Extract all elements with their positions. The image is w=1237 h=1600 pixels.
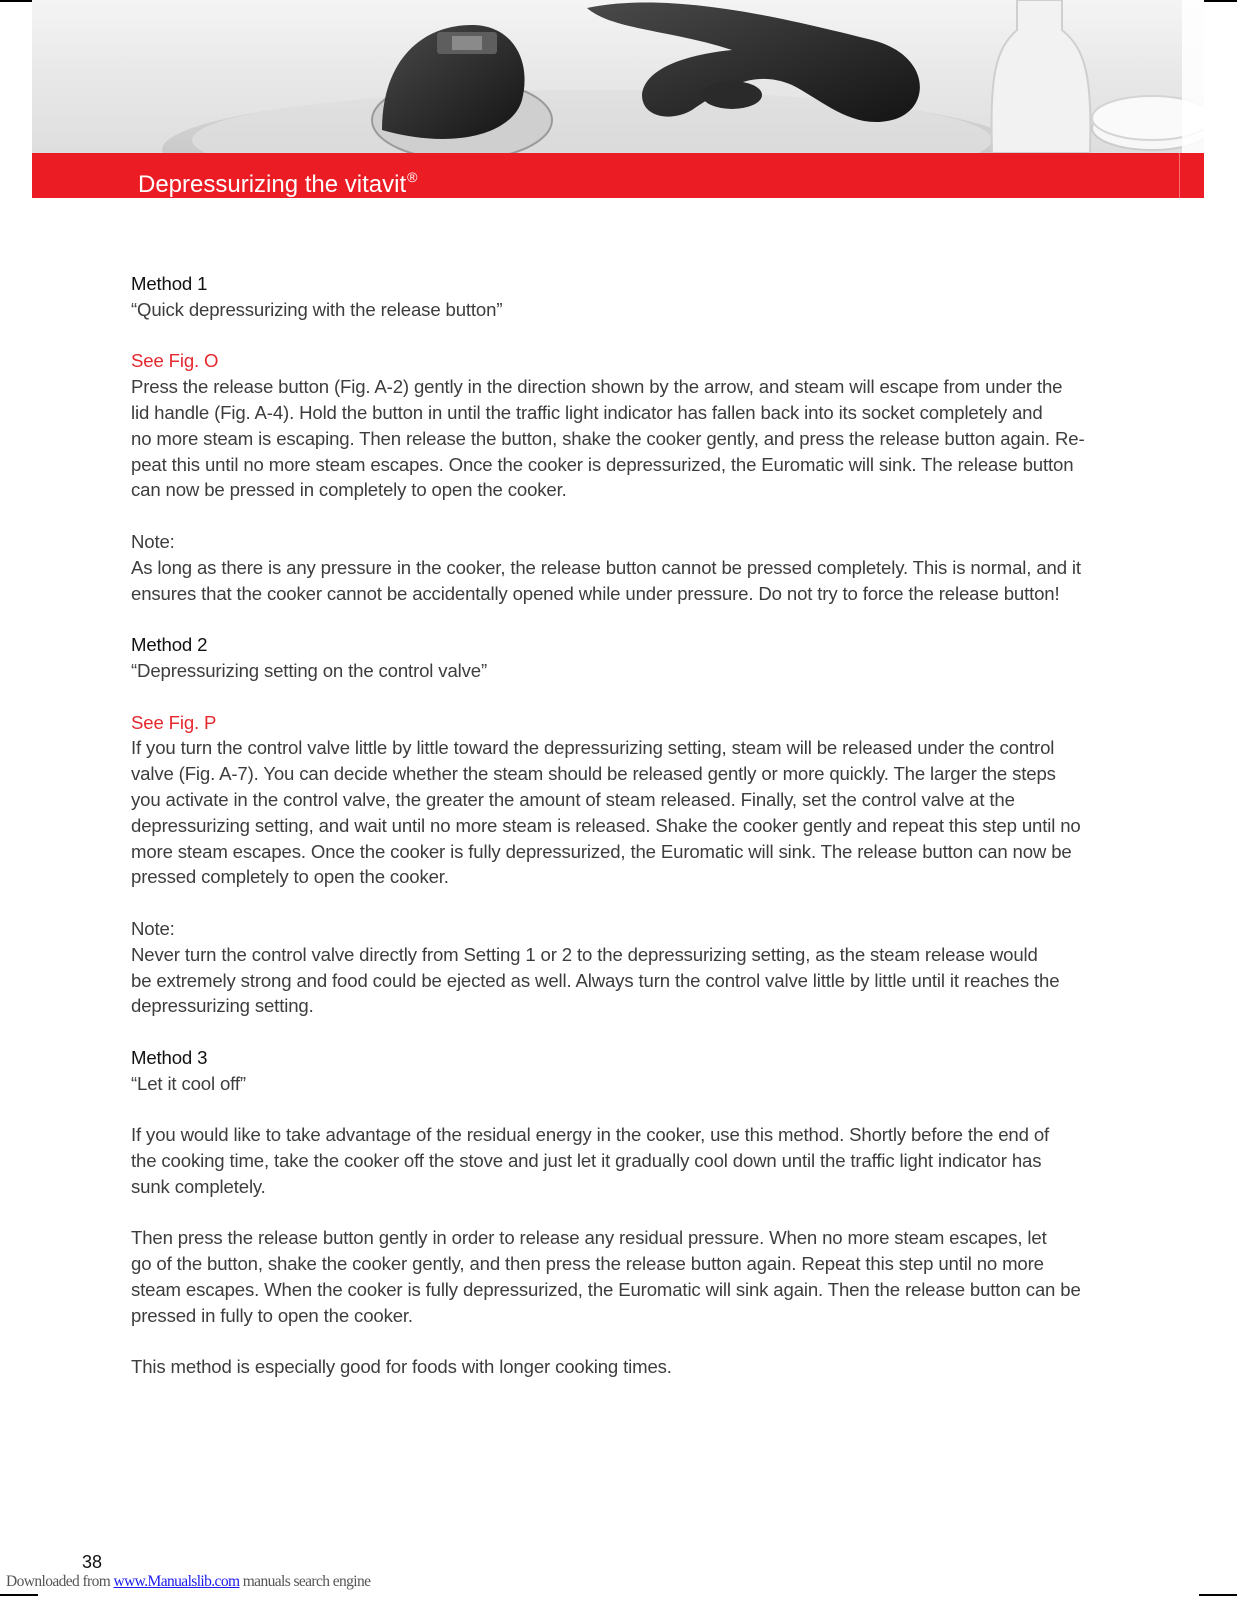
- footer-prefix: Downloaded from: [6, 1573, 114, 1590]
- note-line: As long as there is any pressure in the cooker, the release button cannot be pressed completely. This is normal, and it: [131, 556, 1081, 578]
- note-line: be extremely strong and food could be ejected as well. Always turn the control valve little by little until it reaches the: [131, 969, 1060, 991]
- method-2-heading: Method 2: [131, 634, 208, 656]
- paragraph-line: no more steam is escaping. Then release the button, shake the cooker gently, and press the release button again. Re-: [131, 427, 1085, 449]
- bottle-shape: [992, 0, 1091, 153]
- paragraph-line: pressed in fully to open the cooker.: [131, 1304, 413, 1326]
- crop-mark: [1199, 1594, 1237, 1596]
- manualslib-link[interactable]: www.Manualslib.com: [113, 1573, 240, 1590]
- paragraph-line: more steam escapes. Once the cooker is fully depressurized, the Euromatic will sink. The release button can now be: [131, 840, 1072, 862]
- page-title-text: Depressurizing the vitavit: [138, 171, 407, 198]
- paragraph-line: you activate in the control valve, the greater the amount of steam released. Finally, set the control valve at the: [131, 788, 1015, 810]
- method-3-subtitle: “Let it cool off”: [131, 1072, 246, 1094]
- method-2-subtitle: “Depressurizing setting on the control valve”: [131, 659, 488, 681]
- paragraph-line: valve (Fig. A-7). You can decide whether the steam should be released gently or more quickly. The larger the steps: [131, 763, 1056, 785]
- paragraph-line: Then press the release button gently in order to release any residual pressure. When no more steam escapes, let: [131, 1227, 1047, 1249]
- paragraph-line: Press the release button (Fig. A-2) gently in the direction shown by the arrow, and steam will escape from under the: [131, 376, 1063, 398]
- paragraph-line: depressurizing setting, and wait until no more steam is released. Shake the cooker gently and repeat this step until no: [131, 814, 1081, 836]
- note-line: Never turn the control valve directly from Setting 1 or 2 to the depressurizing setting, as the steam release would: [131, 943, 1038, 965]
- paragraph-line: can now be pressed in completely to open the cooker.: [131, 479, 567, 501]
- page-number: 38: [82, 1552, 103, 1572]
- note-label: Note:: [131, 917, 175, 939]
- figure-reference-p: See Fig. P: [131, 711, 217, 733]
- page-title: [138, 162, 417, 200]
- paragraph-line: the cooking time, take the cooker off the stove and just let it gradually cool down until the traffic light indicator has: [131, 1150, 1042, 1172]
- paragraph-line: peat this until no more steam escapes. Once the cooker is depressurized, the Euromatic will sink. The release button: [131, 453, 1074, 475]
- registered-mark: ®: [407, 169, 418, 185]
- paragraph-line: go of the button, shake the cooker gently, and then press the release button again. Repeat this step until no more: [131, 1253, 1044, 1275]
- note-line: depressurizing setting.: [131, 995, 314, 1017]
- paragraph-line: sunk completely.: [131, 1175, 266, 1197]
- crop-mark: [1199, 0, 1237, 2]
- paragraph-line: lid handle (Fig. A-4). Hold the button in until the traffic light indicator has fallen back into its socket completely and: [131, 401, 1043, 423]
- method-1-subtitle: “Quick depressurizing with the release button”: [131, 298, 503, 320]
- footer-suffix: manuals search engine: [239, 1573, 371, 1590]
- document-body: [131, 271, 1111, 1380]
- method-1-heading: Method 1: [131, 273, 208, 294]
- figure-reference-o: See Fig. O: [131, 350, 219, 372]
- closing-paragraph: This method is especially good for foods with longer cooking times.: [131, 1356, 672, 1378]
- method-3-heading: Method 3: [131, 1046, 208, 1068]
- header-photo: [32, 0, 1204, 153]
- crop-mark: [0, 1594, 38, 1596]
- paragraph-line: If you turn the control valve little by little toward the depressurizing setting, steam will be released under the control: [131, 737, 1055, 759]
- download-footer: [6, 1573, 370, 1591]
- paragraph-line: steam escapes. When the cooker is fully depressurized, the Euromatic will sink again. Then the release button can be: [131, 1279, 1081, 1301]
- note-line: ensures that the cooker cannot be accidentally opened while under pressure. Do not try to force the release button!: [131, 582, 1060, 604]
- paragraph-line: pressed completely to open the cooker.: [131, 866, 449, 888]
- note-label: Note:: [131, 530, 175, 552]
- paragraph-line: If you would like to take advantage of the residual energy in the cooker, use this method. Shortly before the end of: [131, 1124, 1050, 1146]
